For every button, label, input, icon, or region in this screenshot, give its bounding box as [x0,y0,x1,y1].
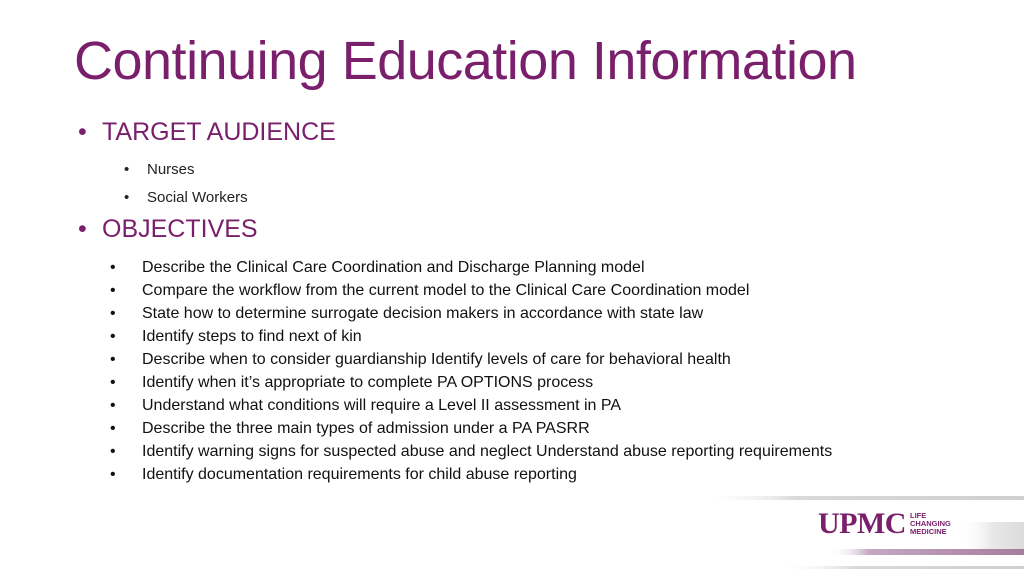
objective-text: Identify steps to find next of kin [142,328,362,345]
bullet-marker: • [110,259,116,276]
objective-text: Compare the workflow from the current model to the Clinical Care Coordination model [142,282,750,299]
objective-item [110,325,832,348]
bullet-marker: • [78,118,87,146]
logo-tagline-line: MEDICINE [909,527,947,536]
objective-text: Describe the three main types of admission under a PA PASRR [142,420,590,437]
objective-item [110,371,832,394]
logo-tagline [910,512,951,536]
objective-item [110,394,832,417]
footer-block [960,522,1024,552]
audience-item [124,161,195,178]
logo-tagline-line: CHANGING [909,519,951,528]
objective-text: Identify documentation requirements for child abuse reporting [142,466,577,483]
footer-line-accent [830,549,1024,555]
bullet-marker: • [110,466,116,483]
bullet-marker: • [110,305,116,322]
bullet-marker: • [110,443,116,460]
footer-line-bottom [780,566,1024,569]
section-heading-target-audience: TARGET AUDIENCE [102,118,336,146]
objective-text: State how to determine surrogate decision makers in accordance with state law [142,305,704,322]
logo-tagline-line: LIFE [909,511,927,520]
section-target-audience [78,118,336,147]
objective-item [110,440,832,463]
objective-item [110,348,832,371]
bullet-marker: • [110,374,116,391]
bullet-marker: • [124,161,130,178]
objective-text: Understand what conditions will require a Level II assessment in PA [142,397,622,414]
objective-item [110,256,832,279]
bullet-marker: • [110,282,116,299]
bullet-marker: • [110,328,116,345]
objective-item [110,417,832,440]
objective-text: Describe when to consider guardianship Identify levels of care for behavioral health [142,351,731,368]
bullet-marker: • [124,189,130,206]
objective-item [110,302,832,325]
upmc-logo [818,507,951,541]
bullet-marker: • [110,397,116,414]
slide-title: Continuing Education Information [74,31,857,91]
audience-item-label: Nurses [147,161,195,178]
section-objectives [78,215,258,244]
objective-text: Describe the Clinical Care Coordination and Discharge Planning model [142,259,645,276]
objectives-list [110,256,832,486]
objective-item [110,279,832,302]
footer-line-top [700,496,1024,500]
objective-text: Identify when it’s appropriate to complete PA OPTIONS process [142,374,594,391]
bullet-marker: • [78,215,87,243]
section-heading-objectives: OBJECTIVES [102,215,258,243]
bullet-marker: • [110,351,116,368]
audience-item [124,189,248,206]
objective-text: Identify warning signs for suspected abuse and neglect Understand abuse reporting requirements [142,443,833,460]
logo-wordmark: UPMC [818,507,906,540]
bullet-marker: • [110,420,116,437]
objective-item [110,463,832,486]
audience-item-label: Social Workers [147,189,248,206]
